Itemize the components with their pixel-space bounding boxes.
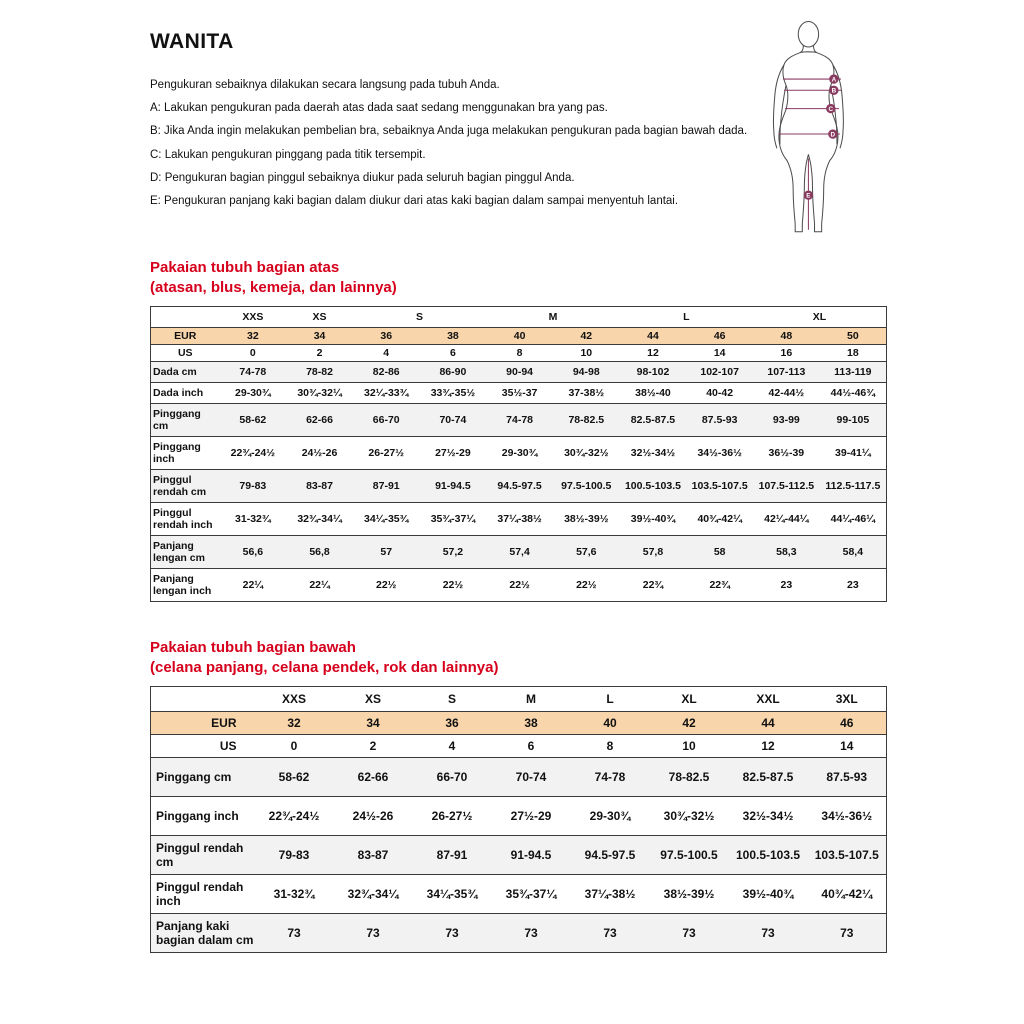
size-cell: 32 bbox=[255, 712, 334, 735]
size-cell: 8 bbox=[571, 735, 650, 758]
size-group-header: S bbox=[447, 692, 456, 706]
table-row bbox=[151, 797, 887, 836]
upper-size-table bbox=[150, 306, 887, 602]
size-cell: 36 bbox=[353, 328, 420, 345]
size-cell: 38 bbox=[420, 328, 487, 345]
size-cell: 42 bbox=[553, 328, 620, 345]
size-cell: 4 bbox=[413, 735, 492, 758]
size-cell: 22¼ bbox=[286, 569, 353, 602]
size-cell: 56,8 bbox=[286, 536, 353, 569]
size-cell: 113-119 bbox=[820, 362, 887, 383]
section-heading-upper bbox=[150, 258, 397, 297]
size-cell: 44 bbox=[729, 712, 808, 735]
size-cell: 44 bbox=[620, 328, 687, 345]
size-cell: 12 bbox=[620, 345, 687, 362]
size-cell: 82-86 bbox=[353, 362, 420, 383]
size-cell: 62-66 bbox=[286, 404, 353, 437]
table-row bbox=[151, 758, 887, 797]
size-cell: 56,6 bbox=[220, 536, 287, 569]
size-cell: 91-94.5 bbox=[492, 836, 571, 875]
size-header-row bbox=[151, 307, 887, 328]
size-cell: 66-70 bbox=[353, 404, 420, 437]
measure-label-c: C bbox=[828, 105, 834, 113]
section-heading-upper-line1: Pakaian tubuh bagian atas bbox=[150, 259, 340, 276]
table-row bbox=[151, 875, 887, 914]
intro-line: B: Jika Anda ingin melakukan pembelian bra, sebaiknya Anda juga melakukan pengukuran pada bagian bawah dada. bbox=[150, 125, 748, 138]
size-cell: 32¼-33¾ bbox=[353, 383, 420, 404]
size-cell: 34 bbox=[286, 328, 353, 345]
section-heading-lower bbox=[150, 638, 498, 677]
size-cell: 32¾-34¼ bbox=[286, 503, 353, 536]
size-cell: 37-38½ bbox=[553, 383, 620, 404]
size-cell: 90-94 bbox=[486, 362, 553, 383]
size-cell: 73 bbox=[650, 914, 729, 953]
size-cell: 74-78 bbox=[486, 404, 553, 437]
size-cell: 32½-34½ bbox=[620, 437, 687, 470]
size-cell: 78-82 bbox=[286, 362, 353, 383]
size-cell: 34¼-35¾ bbox=[353, 503, 420, 536]
table-row bbox=[151, 712, 887, 735]
size-group-header: L bbox=[606, 692, 614, 706]
size-cell: 58-62 bbox=[255, 758, 334, 797]
size-cell: 46 bbox=[808, 712, 887, 735]
size-cell: 44¼-46¼ bbox=[820, 503, 887, 536]
size-cell: 37¼-38½ bbox=[486, 503, 553, 536]
size-cell: 97.5-100.5 bbox=[553, 470, 620, 503]
section-heading-lower-line1: Pakaian tubuh bagian bawah bbox=[150, 639, 356, 656]
size-cell: 29-30¾ bbox=[220, 383, 287, 404]
table-row bbox=[151, 536, 887, 569]
lower-size-table bbox=[150, 686, 887, 953]
size-cell: 107.5-112.5 bbox=[753, 470, 820, 503]
size-cell: 103.5-107.5 bbox=[686, 470, 753, 503]
section-heading-upper-line2: (atasan, blus, kemeja, dan lainnya) bbox=[150, 278, 397, 296]
table-row bbox=[151, 569, 887, 602]
size-cell: 6 bbox=[420, 345, 487, 362]
row-label: Pinggang cm bbox=[151, 758, 255, 797]
size-cell: 48 bbox=[753, 328, 820, 345]
size-cell: 2 bbox=[286, 345, 353, 362]
size-cell: 40¾-42¼ bbox=[808, 875, 887, 914]
size-cell: 22½ bbox=[486, 569, 553, 602]
size-cell: 33¾-35½ bbox=[420, 383, 487, 404]
size-cell: 87-91 bbox=[413, 836, 492, 875]
size-group-header: XXS bbox=[281, 692, 306, 706]
size-cell: 70-74 bbox=[420, 404, 487, 437]
size-cell: 83-87 bbox=[334, 836, 413, 875]
row-label: Panjang lengan inch bbox=[151, 569, 220, 602]
figure-left-arm bbox=[773, 65, 786, 148]
size-cell: 22¼ bbox=[220, 569, 287, 602]
size-cell: 22½ bbox=[353, 569, 420, 602]
size-group-header: L bbox=[683, 311, 690, 323]
size-cell: 66-70 bbox=[413, 758, 492, 797]
size-cell: 2 bbox=[334, 735, 413, 758]
size-group-header: XL bbox=[681, 692, 697, 706]
measure-label-d: D bbox=[830, 131, 836, 139]
size-cell: 73 bbox=[571, 914, 650, 953]
size-cell: 57,8 bbox=[620, 536, 687, 569]
row-label: EUR bbox=[151, 712, 255, 735]
size-cell: 82.5-87.5 bbox=[729, 758, 808, 797]
size-header-row bbox=[151, 687, 887, 712]
table-row bbox=[151, 914, 887, 953]
row-label: Panjang lengan cm bbox=[151, 536, 220, 569]
measure-label-b: B bbox=[831, 87, 837, 95]
size-cell: 78-82.5 bbox=[553, 404, 620, 437]
size-group-header: M bbox=[548, 311, 558, 323]
row-label: Pinggul rendah inch bbox=[151, 875, 255, 914]
size-cell: 27½-29 bbox=[420, 437, 487, 470]
row-label: EUR bbox=[151, 328, 220, 345]
size-cell: 39½-40¾ bbox=[620, 503, 687, 536]
size-cell: 73 bbox=[255, 914, 334, 953]
size-cell: 35¾-37¼ bbox=[492, 875, 571, 914]
size-cell: 34¼-35¾ bbox=[413, 875, 492, 914]
body-figure-illustration bbox=[758, 20, 868, 244]
size-cell: 57,4 bbox=[486, 536, 553, 569]
size-cell: 32½-34½ bbox=[729, 797, 808, 836]
size-cell: 50 bbox=[820, 328, 887, 345]
size-cell: 99-105 bbox=[820, 404, 887, 437]
size-cell: 34½-36½ bbox=[686, 437, 753, 470]
table-row bbox=[151, 735, 887, 758]
size-group-header: XS bbox=[364, 692, 381, 706]
size-cell: 10 bbox=[650, 735, 729, 758]
size-cell: 12 bbox=[729, 735, 808, 758]
size-cell: 100.5-103.5 bbox=[620, 470, 687, 503]
corner-cell bbox=[151, 687, 255, 712]
size-cell: 22¾ bbox=[620, 569, 687, 602]
size-cell: 62-66 bbox=[334, 758, 413, 797]
size-cell: 57,6 bbox=[553, 536, 620, 569]
size-cell: 74-78 bbox=[571, 758, 650, 797]
size-cell: 36½-39 bbox=[753, 437, 820, 470]
size-cell: 94-98 bbox=[553, 362, 620, 383]
table-row bbox=[151, 503, 887, 536]
size-cell: 16 bbox=[753, 345, 820, 362]
intro-line: C: Lakukan pengukuran pinggang pada titik tersempit. bbox=[150, 148, 426, 161]
table-row bbox=[151, 404, 887, 437]
size-cell: 32 bbox=[220, 328, 287, 345]
size-cell: 57,2 bbox=[420, 536, 487, 569]
size-group-header: S bbox=[416, 311, 424, 323]
size-cell: 35¾-37¼ bbox=[420, 503, 487, 536]
measure-marker-b bbox=[829, 86, 838, 95]
size-cell: 73 bbox=[808, 914, 887, 953]
size-cell: 34½-36½ bbox=[808, 797, 887, 836]
size-cell: 22½ bbox=[420, 569, 487, 602]
size-cell: 22¾ bbox=[686, 569, 753, 602]
measure-marker-c bbox=[826, 104, 835, 113]
size-cell: 22¾-24½ bbox=[255, 797, 334, 836]
size-cell: 32¾-34¼ bbox=[334, 875, 413, 914]
size-cell: 35½-37 bbox=[486, 383, 553, 404]
measure-label-a: A bbox=[831, 76, 837, 84]
size-cell: 87.5-93 bbox=[808, 758, 887, 797]
table-row bbox=[151, 383, 887, 404]
size-cell: 30¾-32½ bbox=[650, 797, 729, 836]
row-label: Panjang kaki bagian dalam cm bbox=[151, 914, 255, 953]
size-group-header: M bbox=[526, 692, 536, 706]
table-row bbox=[151, 328, 887, 345]
table-row bbox=[151, 437, 887, 470]
row-label: US bbox=[151, 735, 255, 758]
size-cell: 87-91 bbox=[353, 470, 420, 503]
size-cell: 97.5-100.5 bbox=[650, 836, 729, 875]
size-cell: 42-44½ bbox=[753, 383, 820, 404]
size-cell: 94.5-97.5 bbox=[571, 836, 650, 875]
size-group-header: XXL bbox=[756, 692, 780, 706]
size-cell: 58,3 bbox=[753, 536, 820, 569]
size-cell: 40-42 bbox=[686, 383, 753, 404]
table-row bbox=[151, 836, 887, 875]
size-cell: 26-27½ bbox=[353, 437, 420, 470]
size-cell: 83-87 bbox=[286, 470, 353, 503]
table-row bbox=[151, 362, 887, 383]
size-cell: 26-27½ bbox=[413, 797, 492, 836]
size-cell: 14 bbox=[686, 345, 753, 362]
measure-label-e: E bbox=[806, 192, 811, 200]
size-cell: 38½-39½ bbox=[650, 875, 729, 914]
size-cell: 93-99 bbox=[753, 404, 820, 437]
size-cell: 40 bbox=[486, 328, 553, 345]
size-cell: 58,4 bbox=[820, 536, 887, 569]
size-group-header: XXS bbox=[242, 311, 264, 323]
size-cell: 86-90 bbox=[420, 362, 487, 383]
size-cell: 42¼-44¼ bbox=[753, 503, 820, 536]
size-cell: 73 bbox=[334, 914, 413, 953]
size-cell: 58 bbox=[686, 536, 753, 569]
size-cell: 30¾-32½ bbox=[553, 437, 620, 470]
size-cell: 107-113 bbox=[753, 362, 820, 383]
size-cell: 30¾-32¼ bbox=[286, 383, 353, 404]
row-label: Dada cm bbox=[151, 362, 220, 383]
size-cell: 23 bbox=[820, 569, 887, 602]
table-row bbox=[151, 345, 887, 362]
row-label: Pinggang inch bbox=[151, 437, 220, 470]
size-cell: 36 bbox=[413, 712, 492, 735]
size-group-header: XL bbox=[812, 311, 827, 323]
size-cell: 73 bbox=[492, 914, 571, 953]
row-label: Pinggul rendah cm bbox=[151, 470, 220, 503]
page-title: WANITA bbox=[150, 30, 234, 53]
size-cell: 73 bbox=[413, 914, 492, 953]
intro-line: Pengukuran sebaiknya dilakukan secara langsung pada tubuh Anda. bbox=[150, 79, 500, 91]
size-cell: 82.5-87.5 bbox=[620, 404, 687, 437]
size-group-header: 3XL bbox=[835, 692, 858, 706]
size-cell: 34 bbox=[334, 712, 413, 735]
size-cell: 112.5-117.5 bbox=[820, 470, 887, 503]
size-cell: 102-107 bbox=[686, 362, 753, 383]
row-label: Dada inch bbox=[151, 383, 220, 404]
size-cell: 37¼-38½ bbox=[571, 875, 650, 914]
size-cell: 98-102 bbox=[620, 362, 687, 383]
section-heading-lower-line2: (celana panjang, celana pendek, rok dan lainnya) bbox=[150, 658, 499, 676]
row-label: Pinggul rendah cm bbox=[151, 836, 255, 875]
body-measurement-figure bbox=[758, 20, 868, 244]
size-cell: 100.5-103.5 bbox=[729, 836, 808, 875]
size-cell: 94.5-97.5 bbox=[486, 470, 553, 503]
size-group-header: XS bbox=[312, 311, 327, 323]
size-cell: 57 bbox=[353, 536, 420, 569]
size-cell: 6 bbox=[492, 735, 571, 758]
corner-cell bbox=[151, 307, 220, 328]
size-cell: 39½-40¾ bbox=[729, 875, 808, 914]
size-cell: 44½-46¾ bbox=[820, 383, 887, 404]
row-label: Pinggang inch bbox=[151, 797, 255, 836]
size-cell: 29-30¾ bbox=[571, 797, 650, 836]
size-cell: 18 bbox=[820, 345, 887, 362]
size-cell: 31-32¾ bbox=[220, 503, 287, 536]
size-cell: 24½-26 bbox=[286, 437, 353, 470]
size-cell: 22¾-24½ bbox=[220, 437, 287, 470]
measure-marker-a bbox=[829, 74, 838, 83]
size-cell: 58-62 bbox=[220, 404, 287, 437]
size-cell: 74-78 bbox=[220, 362, 287, 383]
size-cell: 0 bbox=[255, 735, 334, 758]
size-cell: 29-30¾ bbox=[486, 437, 553, 470]
size-cell: 40 bbox=[571, 712, 650, 735]
size-cell: 87.5-93 bbox=[686, 404, 753, 437]
size-cell: 42 bbox=[650, 712, 729, 735]
size-cell: 0 bbox=[220, 345, 287, 362]
row-label: US bbox=[151, 345, 220, 362]
size-cell: 38 bbox=[492, 712, 571, 735]
measure-marker-d bbox=[828, 129, 837, 138]
row-label: Pinggang cm bbox=[151, 404, 220, 437]
size-cell: 24½-26 bbox=[334, 797, 413, 836]
row-label: Pinggul rendah inch bbox=[151, 503, 220, 536]
size-cell: 23 bbox=[753, 569, 820, 602]
size-cell: 39-41¼ bbox=[820, 437, 887, 470]
size-cell: 46 bbox=[686, 328, 753, 345]
size-cell: 103.5-107.5 bbox=[808, 836, 887, 875]
intro-line: E: Pengukuran panjang kaki bagian dalam diukur dari atas kaki bagian dalam sampai menyentuh lantai. bbox=[150, 194, 679, 207]
size-cell: 14 bbox=[808, 735, 887, 758]
size-cell: 22½ bbox=[553, 569, 620, 602]
figure-head bbox=[798, 22, 818, 47]
intro-line: A: Lakukan pengukuran pada daerah atas dada saat sedang menggunakan bra yang pas. bbox=[150, 102, 608, 115]
table-row bbox=[151, 470, 887, 503]
size-cell: 10 bbox=[553, 345, 620, 362]
size-cell: 27½-29 bbox=[492, 797, 571, 836]
size-cell: 78-82.5 bbox=[650, 758, 729, 797]
size-cell: 8 bbox=[486, 345, 553, 362]
size-cell: 31-32¾ bbox=[255, 875, 334, 914]
size-cell: 40¾-42¼ bbox=[686, 503, 753, 536]
size-cell: 70-74 bbox=[492, 758, 571, 797]
measure-marker-e bbox=[804, 190, 813, 199]
size-cell: 38½-39½ bbox=[553, 503, 620, 536]
size-cell: 73 bbox=[729, 914, 808, 953]
size-cell: 91-94.5 bbox=[420, 470, 487, 503]
intro-text bbox=[150, 78, 750, 217]
size-cell: 79-83 bbox=[255, 836, 334, 875]
size-cell: 38½-40 bbox=[620, 383, 687, 404]
intro-line: D: Pengukuran bagian pinggul sebaiknya diukur pada seluruh bagian pinggul Anda. bbox=[150, 171, 575, 184]
size-cell: 79-83 bbox=[220, 470, 287, 503]
size-cell: 4 bbox=[353, 345, 420, 362]
